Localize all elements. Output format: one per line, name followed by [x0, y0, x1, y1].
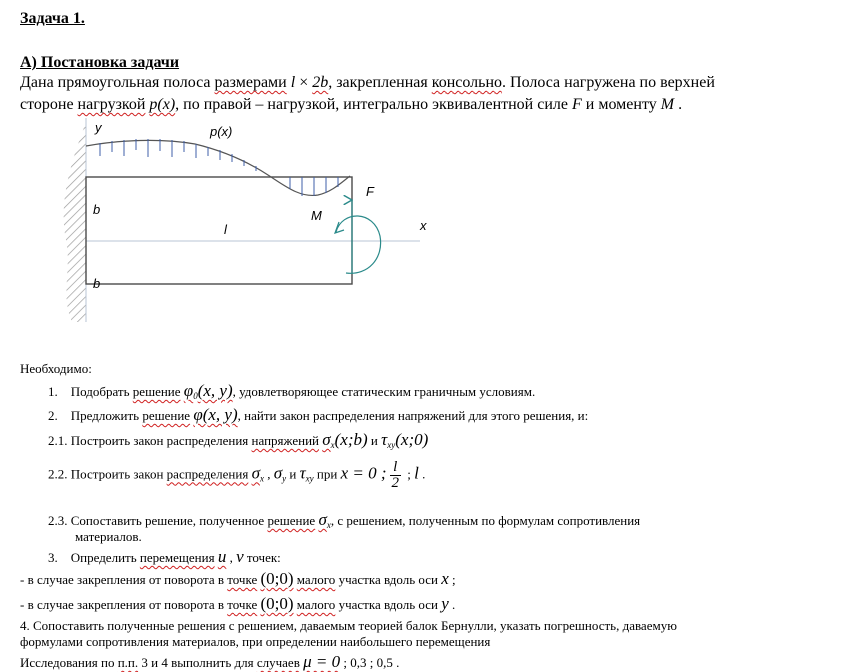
item-2-3-cont: материалов. [75, 529, 142, 544]
item-4-line-2: формулами сопротивления материалов, при определении наибольшего перемещения [20, 634, 491, 649]
item-3: 3. Определить перемещения u , v точек: [48, 547, 281, 566]
beam-strip [86, 177, 352, 284]
force-label: F [366, 184, 374, 199]
load-hatch-lines [100, 139, 338, 196]
load-label: p(x) [210, 124, 233, 139]
case-1: - в случае закрепления от поворота в точке (0;0) малого участка вдоль оси x ; [20, 569, 456, 588]
final-line: Исследования по п.п. 3 и 4 выполнить для случаев μ = 0 ; 0,3 ; 0,5 . [20, 652, 400, 671]
item-2-1: 2.1. Построить закон распределения напряжений $\sigma_x(x;b)$ и $\tau_{xy}(x;0)$ [48, 430, 429, 450]
section-heading: А) Постановка задачи [20, 54, 180, 71]
wall-support [64, 122, 86, 322]
intro-line-1: Дана прямоугольная полоса размерами l × 2b, закрепленная консольно. Полоса нагружена по верхней [20, 74, 715, 91]
moment-label: M [311, 208, 322, 223]
intro-line-2: стороне нагрузкой p(x), по правой – нагрузкой, интегрально эквивалентной силе F и моменту M . [20, 96, 683, 113]
y-axis-label: y [95, 120, 102, 135]
x-axis-label: x [420, 218, 427, 233]
length-label: l [224, 222, 227, 237]
half-height-top-label: b [93, 202, 101, 217]
task-title: Задача 1. [20, 10, 85, 27]
item-2-2: 2.2. Построить закон распределения $\sigma_x$ , $\sigma_y$ и $\tau_{xy}$ при x = 0 ; $\frac{l}{2}$ ; l . [48, 459, 426, 491]
half-height-bottom-label: b [93, 276, 101, 291]
item-2: 2. Предложить решение φ(x, y), найти закон распределения напряжений для этого решения, и: [48, 405, 589, 424]
case-2: - в случае закрепления от поворота в точке (0;0) малого участка вдоль оси y . [20, 594, 456, 613]
item-1: 1. Подобрать решение $\varphi_0(x$, y), удовлетворяющее статическим граничным условиям. [48, 381, 536, 401]
item-2-3: 2.3. Сопоставить решение, полученное решение $\sigma_x$, с решением, полученным по формулам сопротивления [48, 510, 641, 530]
moment-arc [336, 216, 381, 273]
fraction-l-over-2: $\frac{l}{2}$ [391, 459, 400, 491]
requirements-heading: Необходимо: [20, 361, 92, 376]
item-4-line-1: 4. Сопоставить полученные решения с решением, даваемым теорией балок Бернулли, указать погрешность, даваемую [20, 618, 677, 633]
load-curve [86, 140, 350, 195]
